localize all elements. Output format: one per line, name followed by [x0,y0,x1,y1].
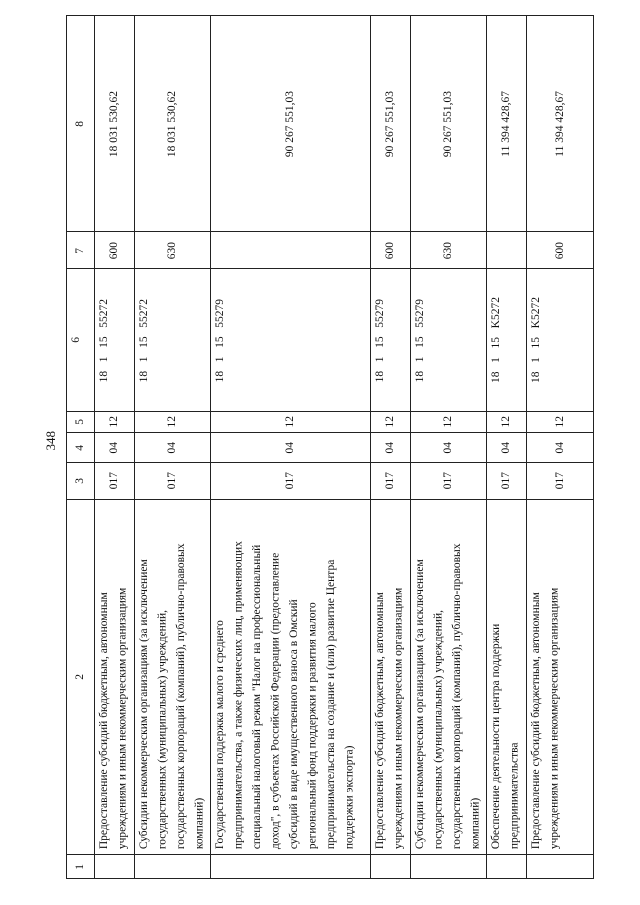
target-article-cell: 18 1 15 K5272 [487,268,526,411]
amount-cell: 90 267 551,03 [442,90,455,157]
ministry-code-cell: 017 [487,462,526,499]
amount-cell: 90 267 551,03 [284,90,297,157]
ministry-code-cell: 017 [135,462,210,499]
description-cell: Субсидии некоммерческим организациям (за исключением государственных (муниципальных) учреждений, государственных корпораций (компаний), публично-правовых компаний) [411,499,486,854]
description-cell: Обеспечение деятельности центра поддержки предпринимательства [487,499,526,854]
header-cell-4: 4 [67,432,94,462]
amount-cell: 90 267 551,03 [384,90,397,157]
ministry-code-cell: 017 [211,462,370,499]
section-code-cell: 04 [135,432,210,462]
row-number-cell [135,854,210,878]
table-row [411,16,487,878]
page-number: 348 [43,431,58,451]
ministry-code-cell: 017 [527,462,593,499]
expense-type-cell: 630 [411,231,486,268]
header-cell-7: 7 [67,231,94,268]
table-row [487,16,527,878]
section-code-cell: 04 [487,432,526,462]
table-row [211,16,371,878]
header-cell-5: 5 [67,411,94,432]
subsection-code-cell: 12 [371,411,410,432]
header-cell-8: 8 [74,120,87,127]
row-number-cell [411,854,486,878]
row-number-cell [371,854,410,878]
target-article-cell: 18 1 15 55279 [211,268,370,411]
expense-type-cell: 600 [527,231,593,268]
amount-cell: 11 394 428,67 [500,90,513,157]
expense-type-cell: 630 [135,231,210,268]
subsection-code-cell: 12 [487,411,526,432]
subsection-code-cell: 12 [211,411,370,432]
target-article-cell: 18 1 15 K5272 [527,268,593,411]
description-cell: Предоставление субсидий бюджетным, автономным учреждениям и иным некоммерческим организациям [527,499,593,854]
section-code-cell: 04 [411,432,486,462]
expense-type-cell [211,231,370,268]
subsection-code-cell: 12 [95,411,134,432]
description-cell: Государственная поддержка малого и среднего предпринимательства, а также физических лиц, применяющих специальный налоговый режим "Налог на профессиональный доход", в субъектах Российской Федерации (предоставление субсидий в виде имущественного взноса в Омский региональный фонд поддержки и развития малого предпринимательства на создание и (или) развитие Центра поддержки экспорта) [211,499,370,854]
target-article-cell: 18 1 15 55279 [371,268,410,411]
section-code-cell: 04 [95,432,134,462]
subsection-code-cell: 12 [411,411,486,432]
expense-type-cell: 600 [371,231,410,268]
row-number-cell [527,854,593,878]
section-code-cell: 04 [527,432,593,462]
section-code-cell: 04 [371,432,410,462]
expense-type-cell: 600 [95,231,134,268]
description-cell: Предоставление субсидий бюджетным, автономным учреждениям и иным некоммерческим организациям [371,499,410,854]
budget-table [66,15,594,879]
ministry-code-cell: 017 [95,462,134,499]
amount-cell: 18 031 530,62 [108,90,121,157]
row-number-cell [95,854,134,878]
ministry-code-cell: 017 [371,462,410,499]
table-row [527,16,593,878]
target-article-cell: 18 1 15 55279 [411,268,486,411]
header-cell-2: 2 [67,499,94,854]
header-cell-1: 1 [67,854,94,878]
description-cell: Предоставление субсидий бюджетным, автономным учреждениям и иным некоммерческим организациям [95,499,134,854]
amount-cell: 18 031 530,62 [166,90,179,157]
description-cell: Субсидии некоммерческим организациям (за исключением государственных (муниципальных) учреждений, государственных корпораций (компаний), публично-правовых компаний) [135,499,210,854]
ministry-code-cell: 017 [411,462,486,499]
header-cell-3: 3 [67,462,94,499]
target-article-cell: 18 1 15 55272 [95,268,134,411]
expense-type-cell [487,231,526,268]
table-row [371,16,411,878]
row-number-cell [487,854,526,878]
table-header-row [67,16,95,878]
header-cell-6: 6 [67,268,94,411]
section-code-cell: 04 [211,432,370,462]
target-article-cell: 18 1 15 55272 [135,268,210,411]
table-row [135,16,211,878]
subsection-code-cell: 12 [527,411,593,432]
row-number-cell [211,854,370,878]
table-row [95,16,135,878]
amount-cell: 11 394 428,67 [553,90,566,157]
subsection-code-cell: 12 [135,411,210,432]
